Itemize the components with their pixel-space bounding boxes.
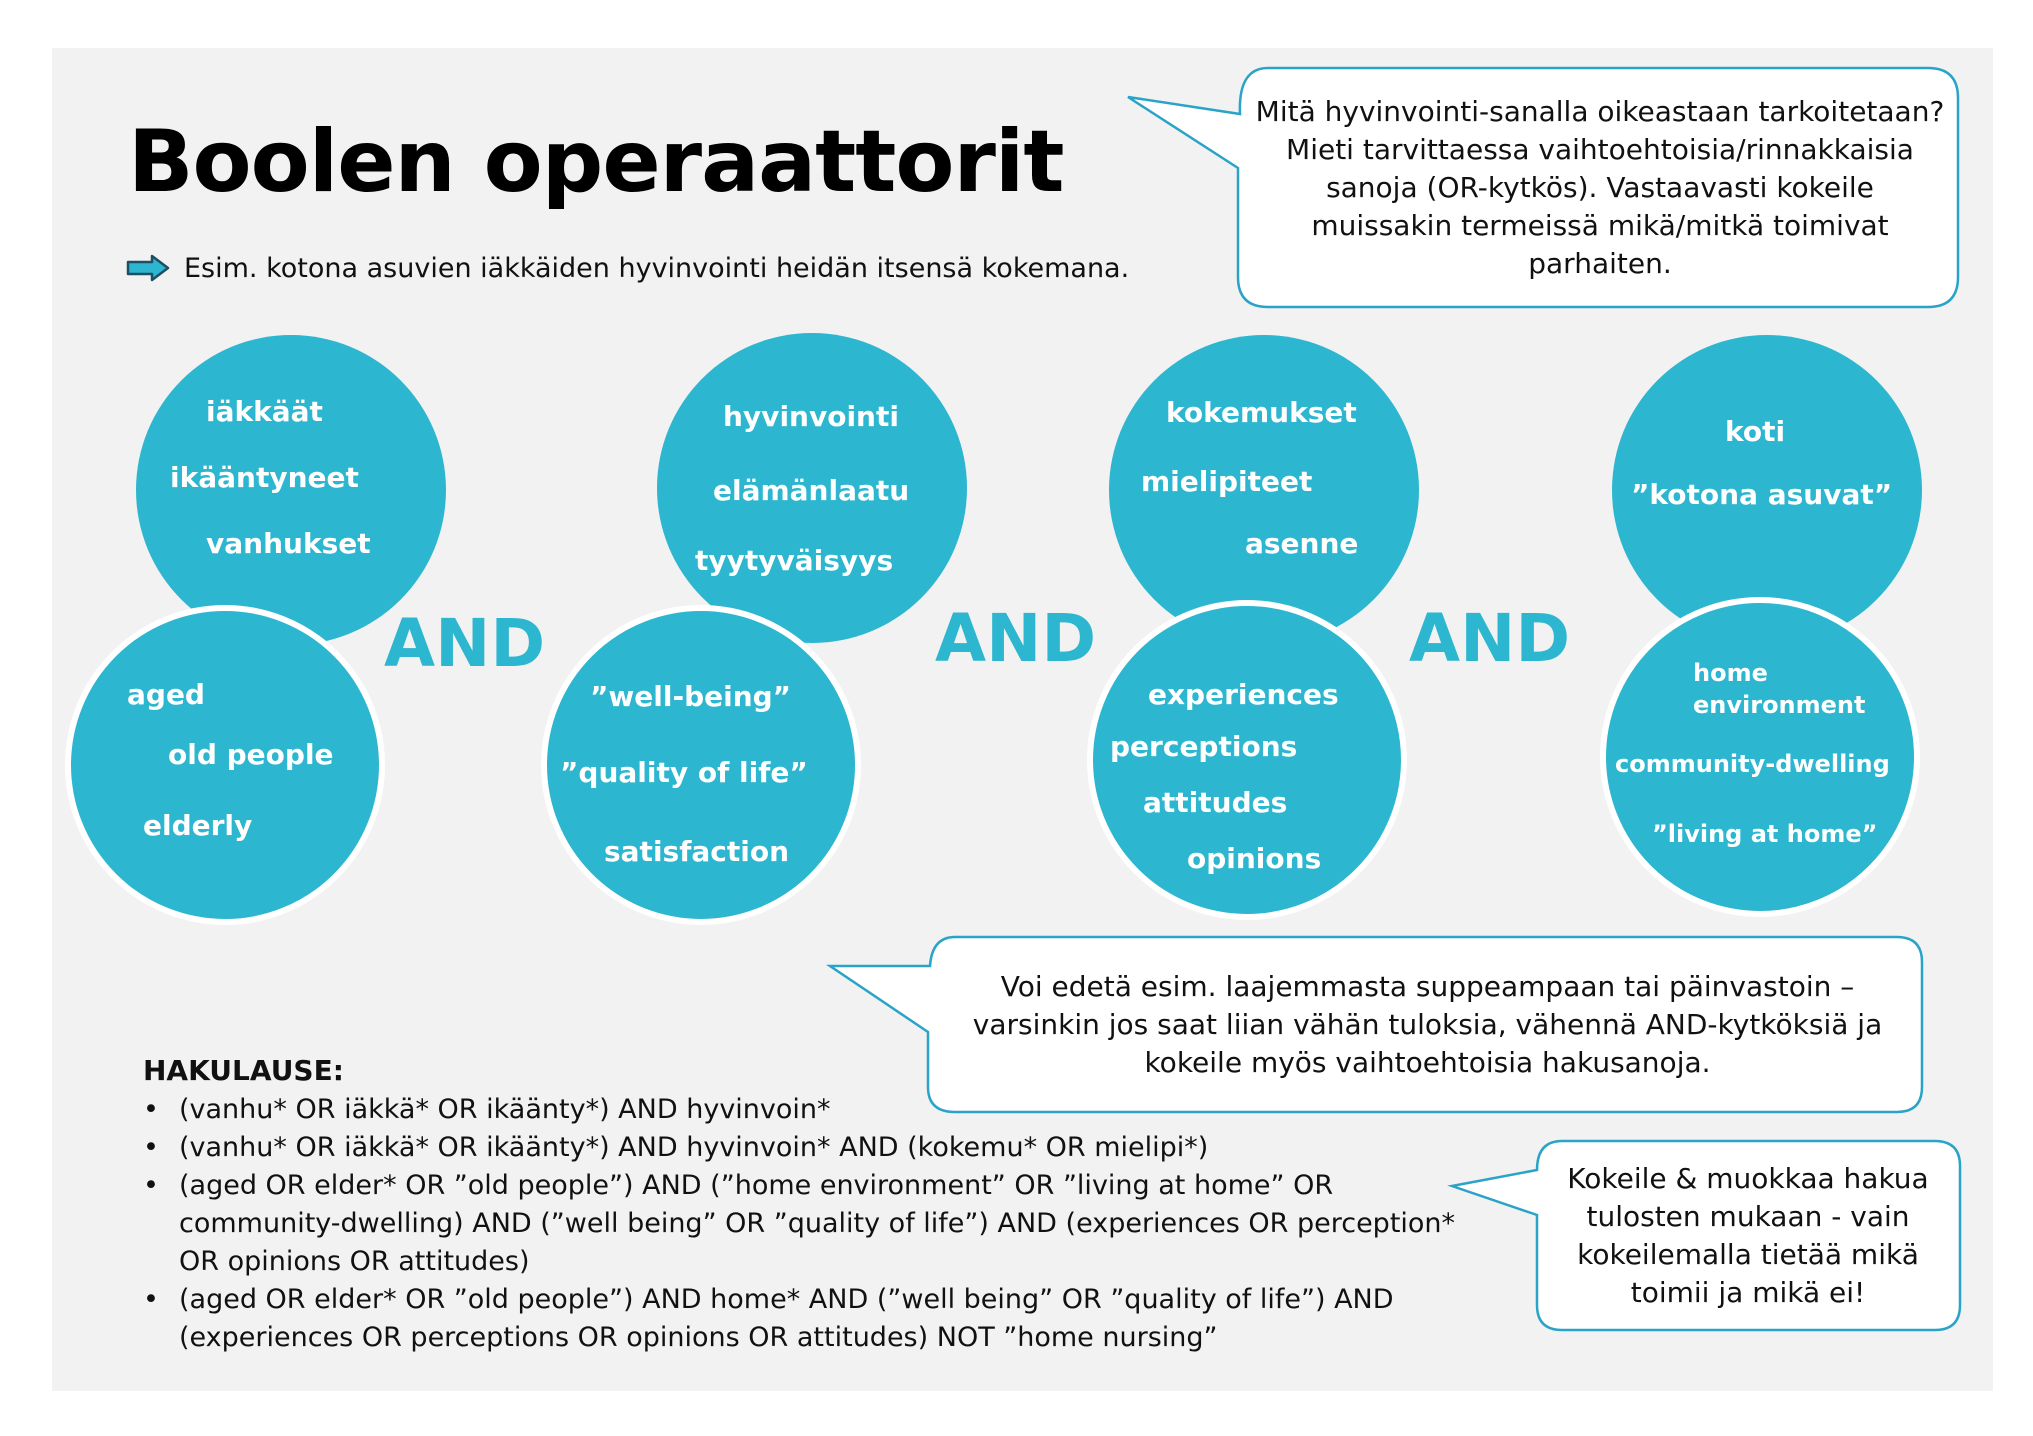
query-item: • (aged OR elder* OR ”old people”) AND home* AND (”well being” OR ”quality of life”) AND (experiences OR perceptions OR opinions OR attitudes) NOT ”home nursing” (143, 1281, 1469, 1357)
term-english: community-dwelling (1615, 750, 1890, 778)
subtitle: Esim. kotona asuvien iäkkäiden hyvinvointi heidän itsensä kokemana. (184, 252, 1130, 284)
term-english: aged (127, 678, 205, 711)
and-operator: AND (1409, 600, 1571, 677)
term-finnish: tyytyväisyys (695, 544, 894, 577)
and-operator: AND (935, 600, 1097, 677)
term-finnish: elämänlaatu (713, 474, 910, 507)
tip-text-bottom-right: Kokeile & muokkaa hakua tulosten mukaan - vain kokeilemalla tietää mikä toimii ja mikä ei! (1567, 1162, 1929, 1309)
term-english: experiences (1148, 678, 1339, 711)
term-finnish: kokemukset (1166, 396, 1357, 429)
term-finnish: hyvinvointi (723, 400, 899, 433)
term-finnish: koti (1725, 415, 1786, 448)
page-title: Boolen operaattorit (128, 112, 1064, 212)
query-item: • (aged OR elder* OR ”old people”) AND (”home environment” OR ”living at home” OR community-dwelling) AND (”well being” OR ”quality of life”) AND (experiences OR perception* OR opinions OR attitudes) (143, 1167, 1469, 1281)
term-finnish: iäkkäät (206, 395, 323, 428)
term-english: home environment (1693, 659, 1866, 719)
term-finnish: ”kotona asuvat” (1631, 478, 1893, 511)
query-item: • (vanhu* OR iäkkä* OR ikäänty*) AND hyvinvoin* (143, 1091, 1503, 1129)
term-english: opinions (1187, 842, 1322, 875)
term-english: ”well-being” (590, 680, 792, 713)
search-statements (143, 1054, 1503, 1357)
term-english: old people (168, 738, 334, 771)
term-finnish: vanhukset (206, 527, 371, 560)
and-operator: AND (384, 605, 546, 682)
term-english: elderly (143, 809, 253, 842)
query-item: • (vanhu* OR iäkkä* OR ikäänty*) AND hyvinvoin* AND (kokemu* OR mielipi*) (143, 1129, 1503, 1167)
term-english: satisfaction (604, 835, 790, 868)
tip-text-middle: Voi edetä esim. laajemmasta suppeampaan tai päinvastoin – varsinkin jos saat liian vähän tuloksia, vähennä AND-kytköksiä ja kokeile myös vaihtoehtoisia hakusanoja. (972, 970, 1883, 1079)
term-english: perceptions (1110, 730, 1298, 763)
term-english: ”quality of life” (560, 756, 808, 789)
term-english: attitudes (1143, 786, 1288, 819)
term-finnish: asenne (1245, 527, 1359, 560)
term-finnish: mielipiteet (1141, 465, 1313, 498)
term-finnish: ikääntyneet (170, 461, 359, 494)
query-list (143, 1091, 1503, 1357)
tip-text-top-right: Mitä hyvinvointi-sanalla oikeastaan tarkoitetaan? Mieti tarvittaessa vaihtoehtoisia/rinnakkaisia sanoja (OR-kytkös). Vastaavasti kokeile muissakin termeissä mikä/mitkä toimivat parhaiten. (1255, 95, 1945, 280)
search-heading: HAKULAUSE: (143, 1054, 344, 1087)
term-english: ”living at home” (1652, 820, 1878, 848)
